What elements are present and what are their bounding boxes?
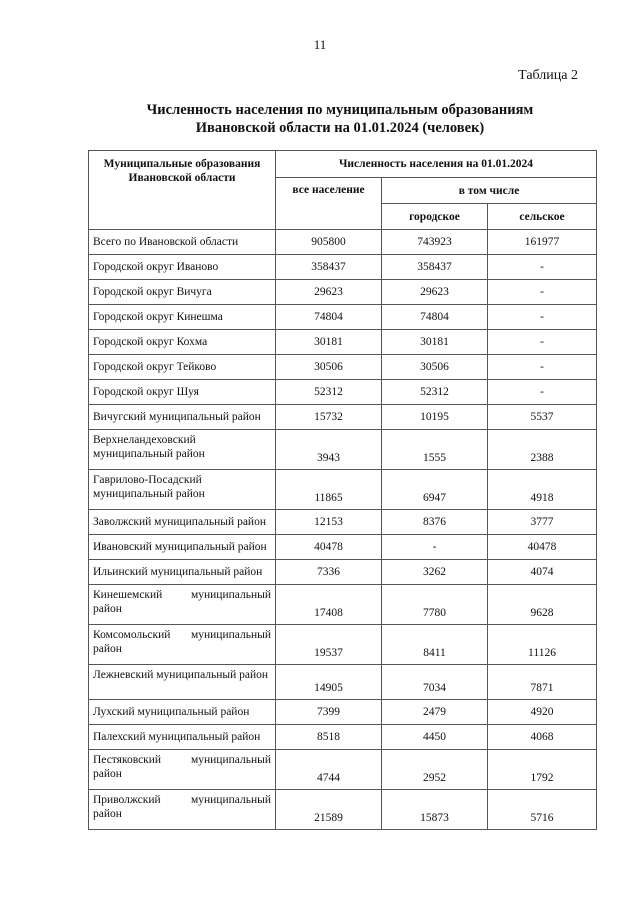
municipality-name: Заволжский муниципальный район: [89, 510, 276, 535]
title-line-1: Численность населения по муниципальным образованиям: [146, 102, 534, 118]
municipality-name: Всего по Ивановской области: [89, 230, 276, 255]
urban-value: 29623: [382, 280, 488, 305]
table-row: [89, 790, 597, 830]
table-row: [89, 585, 597, 625]
rural-value: -: [488, 330, 597, 355]
table-row: [89, 255, 597, 280]
rural-value: 5716: [488, 790, 597, 830]
total-value: 29623: [276, 280, 382, 305]
urban-value: 2952: [382, 750, 488, 790]
rural-value: 4918: [488, 470, 597, 510]
rural-value: -: [488, 355, 597, 380]
municipality-name: Комсомольский муниципальный район: [89, 625, 276, 665]
rural-value: 9628: [488, 585, 597, 625]
rural-value: 11126: [488, 625, 597, 665]
table-row: [89, 330, 597, 355]
rural-value: 40478: [488, 535, 597, 560]
rural-value: -: [488, 380, 597, 405]
urban-value: 8411: [382, 625, 488, 665]
urban-value: 4450: [382, 725, 488, 750]
municipality-name: Кинешемский муниципальный район: [89, 585, 276, 625]
table-label: Таблица 2: [518, 68, 578, 83]
table-row: [89, 700, 597, 725]
table-row: [89, 380, 597, 405]
table-row: [89, 560, 597, 585]
municipality-name: Городской округ Шуя: [89, 380, 276, 405]
total-value: 21589: [276, 790, 382, 830]
municipality-name: Пестяковский муниципальный район: [89, 750, 276, 790]
total-value: 3943: [276, 430, 382, 470]
total-value: 17408: [276, 585, 382, 625]
municipality-name: Лежневский муниципальный район: [89, 665, 276, 700]
municipality-name: Приволжский муниципальный район: [89, 790, 276, 830]
urban-value: -: [382, 535, 488, 560]
urban-value: 6947: [382, 470, 488, 510]
table-row: [89, 510, 597, 535]
total-value: 15732: [276, 405, 382, 430]
table-row: [89, 405, 597, 430]
municipality-name: Городской округ Иваново: [89, 255, 276, 280]
urban-value: 30181: [382, 330, 488, 355]
urban-value: 358437: [382, 255, 488, 280]
rural-value: 5537: [488, 405, 597, 430]
total-value: 40478: [276, 535, 382, 560]
header-rural: сельское: [488, 204, 597, 230]
rural-value: 4074: [488, 560, 597, 585]
rural-value: -: [488, 255, 597, 280]
rural-value: 3777: [488, 510, 597, 535]
table-row: [89, 355, 597, 380]
table-row: [89, 665, 597, 700]
municipality-name: Палехский муниципальный район: [89, 725, 276, 750]
page-number: 11: [313, 37, 327, 52]
rural-value: 1792: [488, 750, 597, 790]
header-total: все население: [276, 178, 382, 230]
table-row: [89, 725, 597, 750]
total-value: 74804: [276, 305, 382, 330]
total-value: 4744: [276, 750, 382, 790]
municipality-name: Городской округ Кинешма: [89, 305, 276, 330]
table-row: [89, 305, 597, 330]
municipality-name: Лухский муниципальный район: [89, 700, 276, 725]
table-row: [89, 280, 597, 305]
urban-value: 3262: [382, 560, 488, 585]
title-line-2: Ивановской области на 01.01.2024 (человек): [195, 120, 485, 136]
urban-value: 52312: [382, 380, 488, 405]
rural-value: 161977: [488, 230, 597, 255]
table-row: [89, 230, 597, 255]
total-value: 19537: [276, 625, 382, 665]
total-value: 12153: [276, 510, 382, 535]
municipality-name: Ивановский муниципальный район: [89, 535, 276, 560]
municipality-name: Городской округ Тейково: [89, 355, 276, 380]
header-population-group: Численность населения на 01.01.2024: [276, 151, 597, 178]
total-value: 30181: [276, 330, 382, 355]
municipality-name: Ильинский муниципальный район: [89, 560, 276, 585]
urban-value: 2479: [382, 700, 488, 725]
rural-value: 4068: [488, 725, 597, 750]
urban-value: 7034: [382, 665, 488, 700]
total-value: 905800: [276, 230, 382, 255]
urban-value: 743923: [382, 230, 488, 255]
rural-value: -: [488, 305, 597, 330]
urban-value: 7780: [382, 585, 488, 625]
header-urban: городское: [382, 204, 488, 230]
rural-value: 7871: [488, 665, 597, 700]
municipality-name: Вичугский муниципальный район: [89, 405, 276, 430]
total-value: 30506: [276, 355, 382, 380]
municipality-name: Гаврилово-Посадский муниципальный район: [89, 470, 276, 510]
urban-value: 10195: [382, 405, 488, 430]
rural-value: 2388: [488, 430, 597, 470]
total-value: 7399: [276, 700, 382, 725]
table-row: [89, 750, 597, 790]
urban-value: 30506: [382, 355, 488, 380]
municipality-name: Верхнеландеховский муниципальный район: [89, 430, 276, 470]
rural-value: 4920: [488, 700, 597, 725]
total-value: 358437: [276, 255, 382, 280]
urban-value: 15873: [382, 790, 488, 830]
municipality-name: Городской округ Кохма: [89, 330, 276, 355]
municipality-name: Городской округ Вичуга: [89, 280, 276, 305]
table-row: [89, 470, 597, 510]
total-value: 8518: [276, 725, 382, 750]
rural-value: -: [488, 280, 597, 305]
population-table: [88, 150, 597, 830]
total-value: 11865: [276, 470, 382, 510]
table-row: [89, 430, 597, 470]
total-value: 7336: [276, 560, 382, 585]
urban-value: 74804: [382, 305, 488, 330]
total-value: 14905: [276, 665, 382, 700]
table-row: [89, 535, 597, 560]
total-value: 52312: [276, 380, 382, 405]
header-including: в том числе: [382, 178, 597, 204]
header-municipality: Муниципальные образования Ивановской области: [89, 151, 276, 230]
urban-value: 1555: [382, 430, 488, 470]
table-row: [89, 625, 597, 665]
urban-value: 8376: [382, 510, 488, 535]
table-title: [0, 101, 640, 137]
